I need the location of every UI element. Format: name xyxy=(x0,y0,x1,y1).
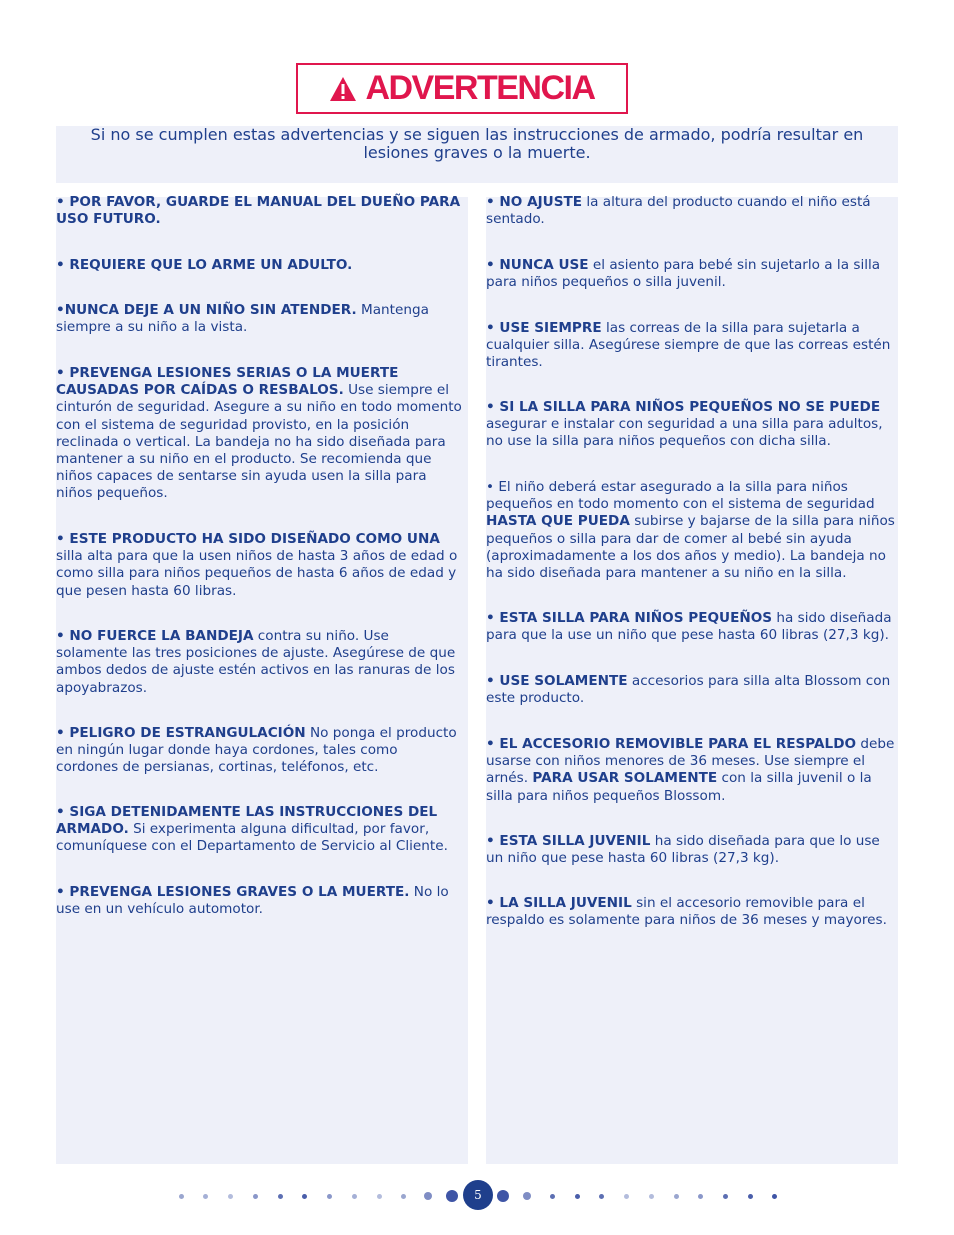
intro-text: Si no se cumplen estas advertencias y se siguen las instrucciones de armado, podría resultar en lesiones graves o la muerte. xyxy=(90,125,864,162)
warning-item: • POR FAVOR, GUARDE EL MANUAL DEL DUEÑO PARA USO FUTURO. xyxy=(56,194,461,228)
footer-dot xyxy=(327,1194,332,1199)
warning-item: • SI LA SILLA PARA NIÑOS PEQUEÑOS NO SE PUEDE asegurar e instalar con seguridad a una silla para adultos, no use la silla para niños pequeños con dicha silla. xyxy=(486,399,883,450)
footer-dot xyxy=(649,1194,654,1199)
warning-item: • USE SOLAMENTE accesorios para silla alta Blossom con este producto. xyxy=(486,673,891,707)
footer-dot xyxy=(674,1194,679,1199)
footer-dot xyxy=(772,1194,777,1199)
warning-triangle-icon xyxy=(329,76,357,102)
warning-item: • ESTE PRODUCTO HA SIDO DISEÑADO COMO UNA silla alta para que la usen niños de hasta 3 años de edad o como silla para niños pequeños de hasta 6 años de edad y que pesen hasta 60 libras. xyxy=(56,531,458,599)
footer-dot xyxy=(497,1190,509,1202)
footer-dot xyxy=(624,1194,629,1199)
warning-item: • NUNCA USE el asiento para bebé sin sujetarlo a la silla para niños pequeños o silla juvenil. xyxy=(486,257,881,291)
warning-item: • NO AJUSTE la altura del producto cuando el niño está sentado. xyxy=(486,194,871,228)
footer-dot xyxy=(352,1194,357,1199)
footer-dot xyxy=(302,1194,307,1199)
warning-item: • SIGA DETENIDAMENTE LAS INSTRUCCIONES DEL ARMADO. Si experimenta alguna dificultad, por favor, comuníquese con el Departamento de Servicio al Cliente. xyxy=(56,804,448,855)
warning-item: •NUNCA DEJE A UN NIÑO SIN ATENDER. Mantenga siempre a su niño a la vista. xyxy=(56,302,429,336)
warning-header xyxy=(296,63,628,114)
footer-dot xyxy=(599,1194,604,1199)
left-column xyxy=(56,194,468,1164)
footer-dot xyxy=(723,1194,728,1199)
warning-item: • USE SIEMPRE las correas de la silla para sujetarla a cualquier silla. Asegúrese siempre de que las correas estén tirantes. xyxy=(486,320,891,371)
warning-item: • PREVENGA LESIONES GRAVES O LA MUERTE. No lo use en un vehículo automotor. xyxy=(56,884,449,918)
footer-dot xyxy=(179,1194,184,1199)
warning-item: • EL ACCESORIO REMOVIBLE PARA EL RESPALDO debe usarse con niños menores de 36 meses. Use siempre el arnés. PARA USAR SOLAMENTE con la silla juvenil o la silla para niños pequeños Blossom. xyxy=(486,736,895,804)
footer-dot xyxy=(377,1194,382,1199)
warning-item: • PELIGRO DE ESTRANGULACIÓN No ponga el producto en ningún lugar donde haya cordones, tales como cordones de persianas, cortinas, teléfonos, etc. xyxy=(56,725,457,776)
page-number: 5 xyxy=(463,1180,493,1210)
footer-dot xyxy=(253,1194,258,1199)
footer-dot xyxy=(550,1194,555,1199)
footer-dot xyxy=(228,1194,233,1199)
warning-title: ADVERTENCIA xyxy=(365,69,595,107)
warning-item: • REQUIERE QUE LO ARME UN ADULTO. xyxy=(56,257,353,273)
footer-dot xyxy=(575,1194,580,1199)
footer-dot xyxy=(446,1190,458,1202)
footer-dot xyxy=(203,1194,208,1199)
warning-item: • LA SILLA JUVENIL sin el accesorio removible para el respaldo es solamente para niños de 36 meses y mayores. xyxy=(486,895,887,929)
warning-item: • ESTA SILLA JUVENIL ha sido diseñada para que lo use un niño que pese hasta 60 libras (27,3 kg). xyxy=(486,833,880,867)
footer-dot xyxy=(523,1192,531,1200)
warning-item: • El niño deberá estar asegurado a la silla para niños pequeños en todo momento con el sistema de seguridad HASTA QUE PUEDA subirse y bajarse de la silla para niños pequeños o silla para dar de comer al bebé sin ayuda (aproximadamente a los dos años y medio). La bandeja no ha sido diseñada para mantener a su niño en la silla. xyxy=(486,479,895,582)
footer-dot xyxy=(401,1194,406,1199)
intro-panel xyxy=(56,126,898,183)
footer-dot xyxy=(748,1194,753,1199)
right-column xyxy=(486,194,898,1164)
warning-item: • PREVENGA LESIONES SERIAS O LA MUERTE CAUSADAS POR CAÍDAS O RESBALOS. Use siempre el cinturón de seguridad. Asegure a su niño en todo momento con el sistema de seguridad provisto, en la posición reclinada o vertical. La bandeja no ha sido diseñada para mantener a su niño en el producto. Se recomienda que niños capaces de sentarse sin ayuda usen la silla para niños pequeños. xyxy=(56,365,462,502)
warning-item: • ESTA SILLA PARA NIÑOS PEQUEÑOS ha sido diseñada para que la use un niño que pese hasta 60 libras (27,3 kg). xyxy=(486,610,892,644)
footer-dot xyxy=(424,1192,432,1200)
footer-dot xyxy=(278,1194,283,1199)
warning-item: • NO FUERCE LA BANDEJA contra su niño. Use solamente las tres posiciones de ajuste. Asegúrese de que ambos dedos de ajuste estén activos en las ranuras de los apoyabrazos. xyxy=(56,628,456,696)
footer-dot xyxy=(698,1194,703,1199)
